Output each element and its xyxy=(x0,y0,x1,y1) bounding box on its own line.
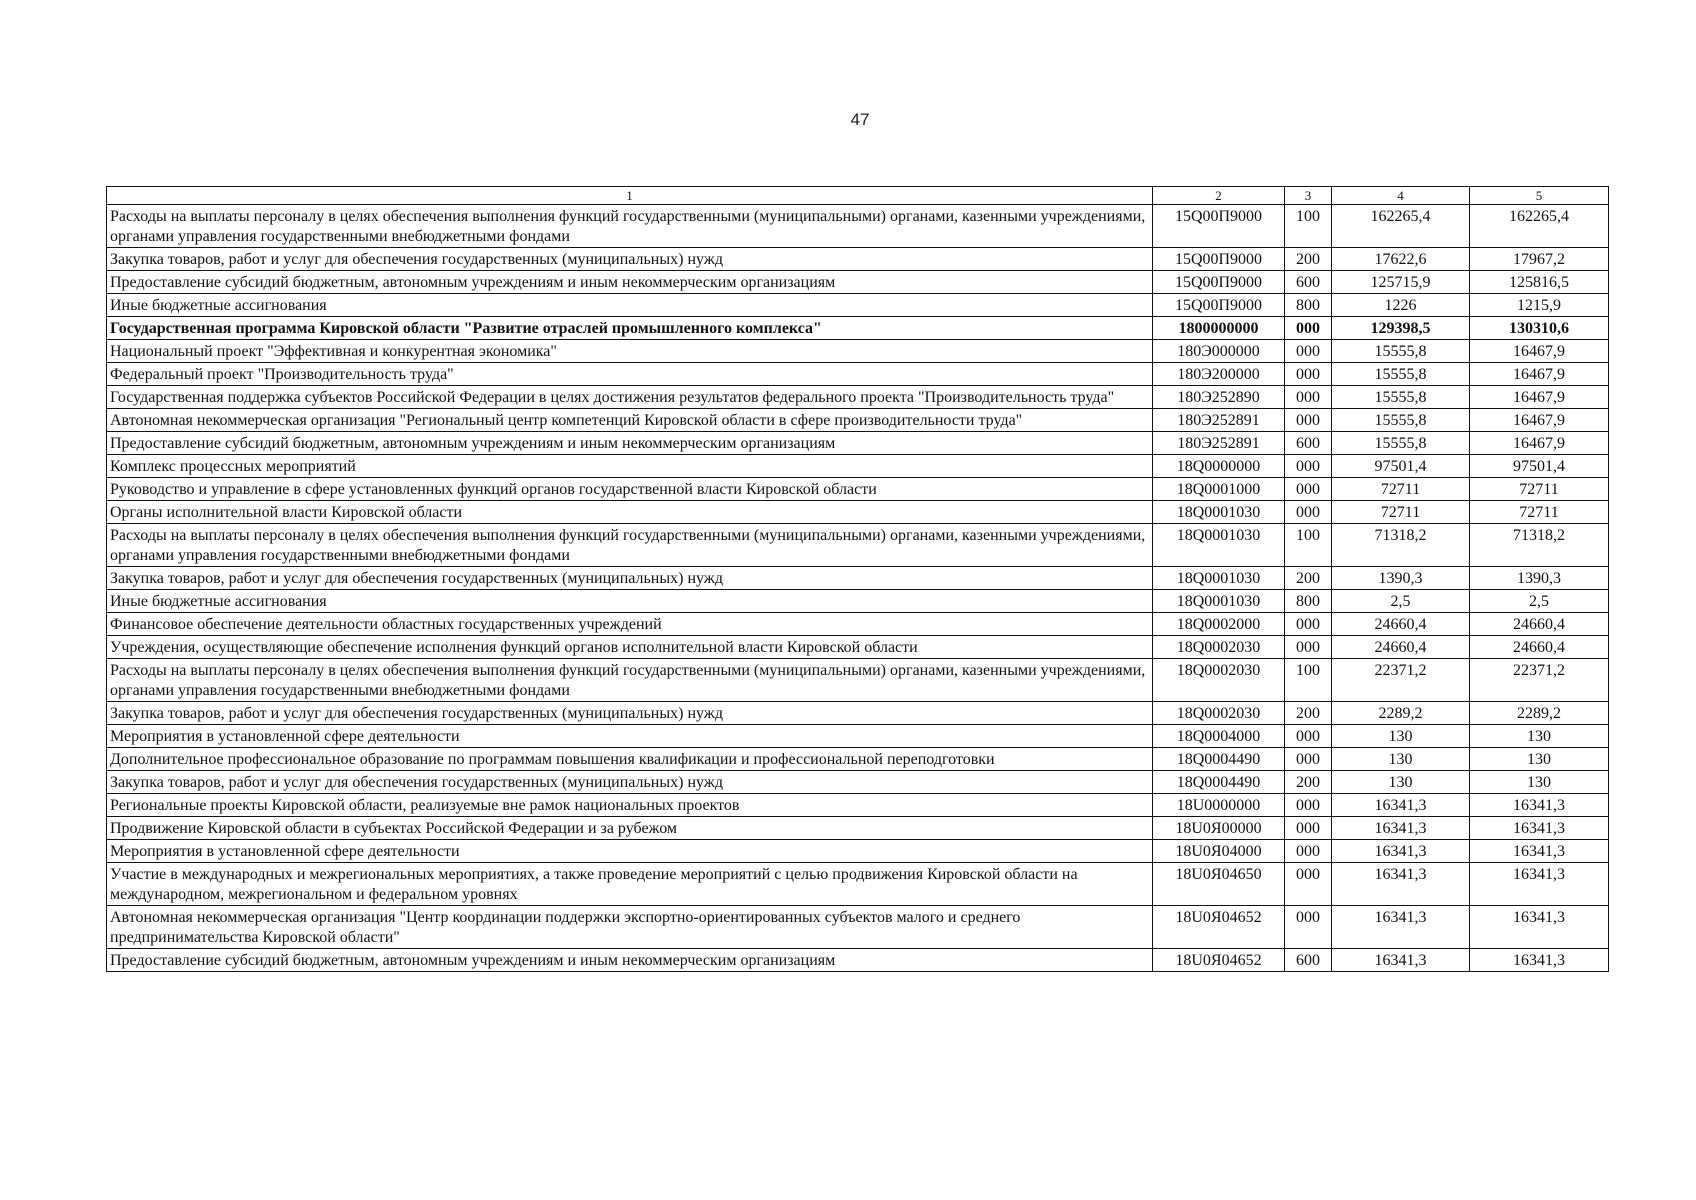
row-expense-kind: 800 xyxy=(1285,294,1332,317)
table-row xyxy=(107,794,1609,817)
row-value-2: 2289,2 xyxy=(1470,702,1609,725)
row-value-1: 129398,5 xyxy=(1332,317,1470,340)
row-code: 15Q00П9000 xyxy=(1153,271,1285,294)
row-value-1: 125715,9 xyxy=(1332,271,1470,294)
row-expense-kind: 000 xyxy=(1285,317,1332,340)
table-row xyxy=(107,386,1609,409)
row-value-2: 125816,5 xyxy=(1470,271,1609,294)
table-row xyxy=(107,702,1609,725)
row-value-2: 97501,4 xyxy=(1470,455,1609,478)
row-expense-kind: 600 xyxy=(1285,271,1332,294)
table-row xyxy=(107,636,1609,659)
table-row xyxy=(107,771,1609,794)
table-body xyxy=(107,205,1609,972)
row-value-2: 22371,2 xyxy=(1470,659,1609,702)
row-value-1: 16341,3 xyxy=(1332,817,1470,840)
header-row xyxy=(107,187,1609,205)
row-expense-kind: 100 xyxy=(1285,205,1332,248)
row-expense-kind: 000 xyxy=(1285,840,1332,863)
table-row xyxy=(107,294,1609,317)
row-value-1: 15555,8 xyxy=(1332,363,1470,386)
table-row xyxy=(107,949,1609,972)
row-value-2: 16341,3 xyxy=(1470,817,1609,840)
row-expense-kind: 000 xyxy=(1285,478,1332,501)
row-code: 18Q0004490 xyxy=(1153,771,1285,794)
row-code: 18Q0002030 xyxy=(1153,636,1285,659)
header-col-value-2: 5 xyxy=(1470,187,1609,205)
row-code: 18Q0004490 xyxy=(1153,748,1285,771)
table-row xyxy=(107,567,1609,590)
row-expense-kind: 000 xyxy=(1285,501,1332,524)
row-value-2: 16341,3 xyxy=(1470,794,1609,817)
table-row xyxy=(107,363,1609,386)
row-value-2: 16341,3 xyxy=(1470,949,1609,972)
table-row xyxy=(107,725,1609,748)
row-name: Закупка товаров, работ и услуг для обеспечения государственных (муниципальных) нужд xyxy=(107,248,1153,271)
row-value-2: 17967,2 xyxy=(1470,248,1609,271)
row-value-1: 16341,3 xyxy=(1332,949,1470,972)
row-name: Закупка товаров, работ и услуг для обеспечения государственных (муниципальных) нужд xyxy=(107,702,1153,725)
row-value-2: 16467,9 xyxy=(1470,432,1609,455)
row-expense-kind: 000 xyxy=(1285,636,1332,659)
row-name: Органы исполнительной власти Кировской области xyxy=(107,501,1153,524)
row-name: Закупка товаров, работ и услуг для обеспечения государственных (муниципальных) нужд xyxy=(107,771,1153,794)
row-expense-kind: 000 xyxy=(1285,817,1332,840)
row-expense-kind: 200 xyxy=(1285,248,1332,271)
row-value-2: 72711 xyxy=(1470,478,1609,501)
row-value-1: 2289,2 xyxy=(1332,702,1470,725)
row-code: 18Q0002030 xyxy=(1153,659,1285,702)
row-value-1: 24660,4 xyxy=(1332,636,1470,659)
table-row xyxy=(107,613,1609,636)
row-code: 18Q0001000 xyxy=(1153,478,1285,501)
row-name: Предоставление субсидий бюджетным, автономным учреждениям и иным некоммерческим организациям xyxy=(107,432,1153,455)
row-value-2: 16467,9 xyxy=(1470,386,1609,409)
row-code: 18Q0002030 xyxy=(1153,702,1285,725)
row-name: Комплекс процессных мероприятий xyxy=(107,455,1153,478)
row-expense-kind: 200 xyxy=(1285,567,1332,590)
row-expense-kind: 600 xyxy=(1285,949,1332,972)
row-name: Автономная некоммерческая организация "Региональный центр компетенций Кировской области в сфере производительности труда" xyxy=(107,409,1153,432)
row-value-2: 162265,4 xyxy=(1470,205,1609,248)
row-name: Государственная программа Кировской области "Развитие отраслей промышленного комплекса" xyxy=(107,317,1153,340)
row-value-1: 2,5 xyxy=(1332,590,1470,613)
row-expense-kind: 000 xyxy=(1285,863,1332,906)
table-row xyxy=(107,840,1609,863)
budget-table xyxy=(106,186,1609,972)
row-value-1: 15555,8 xyxy=(1332,340,1470,363)
row-code: 180Э252891 xyxy=(1153,409,1285,432)
header-col-value-1: 4 xyxy=(1332,187,1470,205)
table-row xyxy=(107,590,1609,613)
table-row xyxy=(107,271,1609,294)
row-value-1: 24660,4 xyxy=(1332,613,1470,636)
row-name: Учреждения, осуществляющие обеспечение исполнения функций органов исполнительной власти Кировской области xyxy=(107,636,1153,659)
row-code: 18U0Я04650 xyxy=(1153,863,1285,906)
table-row xyxy=(107,478,1609,501)
table-row xyxy=(107,205,1609,248)
table-row xyxy=(107,248,1609,271)
row-value-1: 130 xyxy=(1332,771,1470,794)
table-header xyxy=(107,187,1609,205)
row-name: Мероприятия в установленной сфере деятельности xyxy=(107,840,1153,863)
row-value-2: 130310,6 xyxy=(1470,317,1609,340)
row-value-1: 1226 xyxy=(1332,294,1470,317)
row-value-2: 72711 xyxy=(1470,501,1609,524)
row-code: 18Q0001030 xyxy=(1153,501,1285,524)
row-code: 180Э200000 xyxy=(1153,363,1285,386)
row-code: 18U0Я04652 xyxy=(1153,906,1285,949)
row-expense-kind: 200 xyxy=(1285,771,1332,794)
row-code: 15Q00П9000 xyxy=(1153,248,1285,271)
row-expense-kind: 000 xyxy=(1285,613,1332,636)
row-name: Закупка товаров, работ и услуг для обеспечения государственных (муниципальных) нужд xyxy=(107,567,1153,590)
table-row xyxy=(107,863,1609,906)
row-expense-kind: 100 xyxy=(1285,524,1332,567)
row-expense-kind: 000 xyxy=(1285,725,1332,748)
row-name: Предоставление субсидий бюджетным, автономным учреждениям и иным некоммерческим организациям xyxy=(107,949,1153,972)
row-value-2: 130 xyxy=(1470,771,1609,794)
row-name: Государственная поддержка субъектов Российской Федерации в целях достижения результатов федерального проекта "Производительность труда" xyxy=(107,386,1153,409)
row-name: Предоставление субсидий бюджетным, автономным учреждениям и иным некоммерческим организациям xyxy=(107,271,1153,294)
row-name: Расходы на выплаты персоналу в целях обеспечения выполнения функций государственными (муниципальными) органами, казенными учреждениями, органами управления государственными внебюджетными фондами xyxy=(107,205,1153,248)
header-col-name: 1 xyxy=(107,187,1153,205)
table-row xyxy=(107,340,1609,363)
row-name: Региональные проекты Кировской области, реализуемые вне рамок национальных проектов xyxy=(107,794,1153,817)
table-row xyxy=(107,906,1609,949)
table-row xyxy=(107,524,1609,567)
row-value-1: 162265,4 xyxy=(1332,205,1470,248)
row-value-1: 71318,2 xyxy=(1332,524,1470,567)
row-expense-kind: 000 xyxy=(1285,794,1332,817)
row-value-2: 1215,9 xyxy=(1470,294,1609,317)
row-expense-kind: 000 xyxy=(1285,409,1332,432)
row-expense-kind: 000 xyxy=(1285,748,1332,771)
row-code: 15Q00П9000 xyxy=(1153,294,1285,317)
row-code: 18Q0000000 xyxy=(1153,455,1285,478)
row-value-2: 130 xyxy=(1470,748,1609,771)
row-value-1: 97501,4 xyxy=(1332,455,1470,478)
row-value-2: 2,5 xyxy=(1470,590,1609,613)
table-row xyxy=(107,659,1609,702)
row-code: 1800000000 xyxy=(1153,317,1285,340)
row-code: 180Э252891 xyxy=(1153,432,1285,455)
row-code: 15Q00П9000 xyxy=(1153,205,1285,248)
row-expense-kind: 100 xyxy=(1285,659,1332,702)
row-value-1: 130 xyxy=(1332,748,1470,771)
row-name: Руководство и управление в сфере установленных функций органов государственной власти Кировской области xyxy=(107,478,1153,501)
header-col-kind: 3 xyxy=(1285,187,1332,205)
row-expense-kind: 800 xyxy=(1285,590,1332,613)
row-value-2: 24660,4 xyxy=(1470,636,1609,659)
header-col-code: 2 xyxy=(1153,187,1285,205)
row-code: 180Э252890 xyxy=(1153,386,1285,409)
row-expense-kind: 200 xyxy=(1285,702,1332,725)
row-name: Иные бюджетные ассигнования xyxy=(107,294,1153,317)
row-code: 18Q0001030 xyxy=(1153,567,1285,590)
row-code: 18U0000000 xyxy=(1153,794,1285,817)
table-row xyxy=(107,501,1609,524)
row-value-2: 16467,9 xyxy=(1470,409,1609,432)
row-code: 18Q0002000 xyxy=(1153,613,1285,636)
row-value-2: 16341,3 xyxy=(1470,906,1609,949)
row-value-1: 16341,3 xyxy=(1332,794,1470,817)
row-name: Дополнительное профессиональное образование по программам повышения квалификации и профессиональной переподготовки xyxy=(107,748,1153,771)
table-row xyxy=(107,432,1609,455)
row-value-1: 72711 xyxy=(1332,478,1470,501)
row-value-1: 16341,3 xyxy=(1332,863,1470,906)
row-expense-kind: 000 xyxy=(1285,340,1332,363)
row-value-1: 16341,3 xyxy=(1332,906,1470,949)
row-name: Мероприятия в установленной сфере деятельности xyxy=(107,725,1153,748)
row-name: Расходы на выплаты персоналу в целях обеспечения выполнения функций государственными (муниципальными) органами, казенными учреждениями, органами управления государственными внебюджетными фондами xyxy=(107,524,1153,567)
row-value-2: 16467,9 xyxy=(1470,340,1609,363)
row-value-2: 16341,3 xyxy=(1470,863,1609,906)
row-value-2: 1390,3 xyxy=(1470,567,1609,590)
row-value-2: 16341,3 xyxy=(1470,840,1609,863)
row-name: Расходы на выплаты персоналу в целях обеспечения выполнения функций государственными (муниципальными) органами, казенными учреждениями, органами управления государственными внебюджетными фондами xyxy=(107,659,1153,702)
row-name: Участие в международных и межрегиональных мероприятиях, а также проведение мероприятий с целью продвижения Кировской области на международном, межрегиональном и федеральном уровнях xyxy=(107,863,1153,906)
row-expense-kind: 600 xyxy=(1285,432,1332,455)
row-value-2: 71318,2 xyxy=(1470,524,1609,567)
row-expense-kind: 000 xyxy=(1285,455,1332,478)
row-value-2: 24660,4 xyxy=(1470,613,1609,636)
row-value-1: 15555,8 xyxy=(1332,386,1470,409)
row-name: Продвижение Кировской области в субъектах Российской Федерации и за рубежом xyxy=(107,817,1153,840)
row-expense-kind: 000 xyxy=(1285,906,1332,949)
row-name: Автономная некоммерческая организация "Центр координации поддержки экспортно-ориентированных субъектов малого и среднего предпринимательства Кировской области" xyxy=(107,906,1153,949)
row-code: 18U0Я04000 xyxy=(1153,840,1285,863)
row-code: 18U0Я00000 xyxy=(1153,817,1285,840)
row-code: 18Q0004000 xyxy=(1153,725,1285,748)
table-row xyxy=(107,409,1609,432)
row-value-1: 72711 xyxy=(1332,501,1470,524)
row-value-2: 16467,9 xyxy=(1470,363,1609,386)
row-name: Национальный проект "Эффективная и конкурентная экономика" xyxy=(107,340,1153,363)
row-value-1: 17622,6 xyxy=(1332,248,1470,271)
table-row xyxy=(107,748,1609,771)
row-value-1: 1390,3 xyxy=(1332,567,1470,590)
row-value-1: 15555,8 xyxy=(1332,432,1470,455)
row-value-1: 22371,2 xyxy=(1332,659,1470,702)
row-code: 180Э000000 xyxy=(1153,340,1285,363)
row-name: Финансовое обеспечение деятельности областных государственных учреждений xyxy=(107,613,1153,636)
row-code: 18U0Я04652 xyxy=(1153,949,1285,972)
row-value-1: 16341,3 xyxy=(1332,840,1470,863)
row-expense-kind: 000 xyxy=(1285,386,1332,409)
row-value-2: 130 xyxy=(1470,725,1609,748)
row-expense-kind: 000 xyxy=(1285,363,1332,386)
table-row xyxy=(107,817,1609,840)
table-row xyxy=(107,455,1609,478)
row-code: 18Q0001030 xyxy=(1153,590,1285,613)
row-value-1: 130 xyxy=(1332,725,1470,748)
row-code: 18Q0001030 xyxy=(1153,524,1285,567)
page-number: 47 xyxy=(850,110,870,129)
row-value-1: 15555,8 xyxy=(1332,409,1470,432)
row-name: Федеральный проект "Производительность труда" xyxy=(107,363,1153,386)
row-name: Иные бюджетные ассигнования xyxy=(107,590,1153,613)
table-row xyxy=(107,317,1609,340)
